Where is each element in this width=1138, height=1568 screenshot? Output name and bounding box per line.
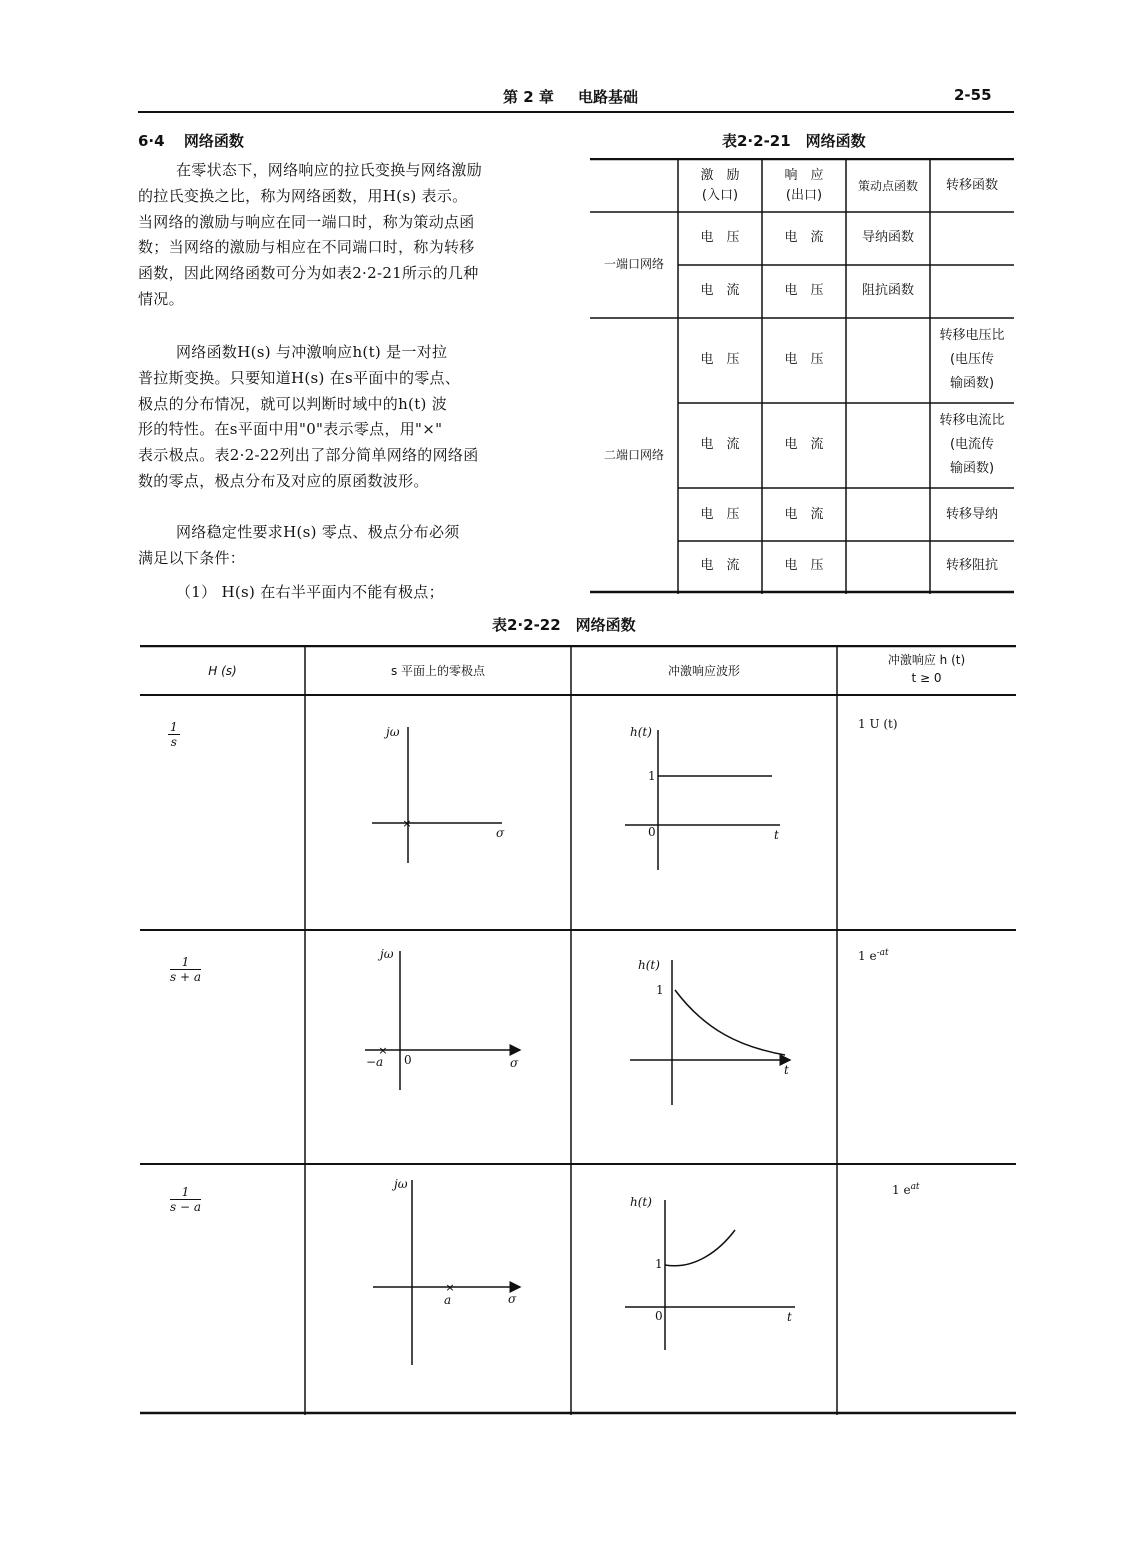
text-line: 网络函数H(s) 与冲激响应h(t) 是一对拉	[176, 343, 448, 361]
one-label: 1	[648, 769, 656, 783]
h-s-fraction	[168, 720, 180, 749]
pos-a-label: a	[444, 1293, 452, 1307]
text-line: 的拉氏变换之比，称为网络函数，用H(s) 表示。	[138, 186, 468, 205]
text-line: 数；当网络的激励与相应在不同端口时，称为转移	[138, 238, 475, 257]
cell-transfer: 转移阻抗	[945, 558, 998, 573]
cell-excitation: 电 流	[700, 437, 740, 452]
header-zeros-poles: s 平面上的零极点	[390, 664, 486, 678]
header-rule	[138, 111, 1014, 113]
cell-response: 电 压	[784, 283, 824, 298]
cell-driving-point: 导纳函数	[861, 230, 914, 245]
cell-response: 电 流	[784, 230, 824, 245]
cell-excitation: 电 流	[700, 283, 740, 298]
group-two-port: 二端口网络	[603, 448, 664, 462]
fraction-denominator: s	[170, 735, 177, 749]
text-line: 当网络的激励与响应在同一端口时，称为策动点函	[138, 212, 475, 231]
transfer-line: 转移电流比	[939, 413, 1005, 428]
text-line: 满足以下条件：	[138, 548, 246, 567]
paragraph-1	[138, 158, 566, 313]
impulse-response: 1 U (t)	[858, 717, 898, 731]
pz-plot-2	[365, 951, 520, 1090]
t-label: t	[784, 1063, 789, 1077]
section-title: 网络函数	[183, 132, 244, 150]
zero-label: 0	[404, 1053, 412, 1067]
header-line: t ≥ 0	[911, 671, 942, 685]
cell-transfer: 转移导纳	[945, 507, 998, 522]
transfer-line: 转移电压比	[939, 328, 1005, 343]
cell-excitation: 电 压	[700, 352, 740, 367]
ht-label: h(t)	[630, 1195, 652, 1209]
text-line: 数的零点，极点分布及对应的原函数波形。	[138, 471, 429, 490]
impulse-exponent: at	[910, 1182, 920, 1192]
table22-caption: 表2·2-22 网络函数	[492, 616, 636, 634]
header-excitation	[678, 166, 762, 206]
header-line: (入口)	[701, 188, 739, 203]
decay-curve	[675, 990, 785, 1055]
header-impulse	[837, 651, 1016, 687]
header-waveform: 冲激响应波形	[667, 664, 740, 678]
cell-response: 电 压	[784, 352, 824, 367]
jw-label: jω	[394, 1177, 408, 1191]
table21	[590, 158, 1014, 594]
fraction-numerator: 1	[170, 1185, 201, 1200]
chapter-label: 第 2 章	[503, 88, 554, 106]
cell-response: 电 流	[784, 507, 824, 522]
cell-excitation: 电 流	[700, 558, 740, 573]
header-line: 响 应	[784, 168, 824, 183]
fraction-denominator: s − a	[170, 1200, 201, 1214]
page-number: 2-55	[954, 86, 992, 104]
fraction-numerator: 1	[170, 955, 201, 970]
transfer-line: 输函数)	[949, 461, 995, 476]
impulse-base: 1 e	[858, 949, 877, 963]
transfer-line: (电压传	[949, 352, 995, 367]
cell-driving-point: 阻抗函数	[861, 283, 914, 298]
growth-curve	[665, 1230, 735, 1266]
sigma-label: σ	[510, 1056, 519, 1070]
section-heading	[138, 130, 244, 151]
cell-excitation: 电 压	[700, 507, 740, 522]
neg-a-label: −a	[366, 1055, 384, 1069]
impulse-exponent: -at	[876, 948, 889, 958]
sigma-label: σ	[508, 1292, 517, 1306]
ht-label: h(t)	[638, 958, 660, 972]
fraction-denominator: s + a	[170, 970, 201, 984]
one-label: 1	[655, 1257, 663, 1271]
text-line: 在零状态下，网络响应的拉氏变换与网络激励	[176, 161, 483, 179]
impulse-response	[858, 948, 889, 963]
jw-label: jω	[380, 947, 394, 961]
h-s-fraction	[170, 1185, 201, 1214]
zero-label: 0	[655, 1309, 663, 1323]
pole-marker: ×	[378, 1044, 388, 1057]
cell-transfer	[930, 324, 1014, 396]
table22-grid	[140, 645, 1016, 1415]
header-line: 激 励	[700, 168, 740, 183]
t-label: t	[774, 828, 779, 842]
transfer-line: 输函数)	[949, 376, 995, 391]
group-one-port: 一端口网络	[603, 257, 664, 271]
paragraph-4: （1） H(s) 在右半平面内不能有极点；	[176, 583, 444, 601]
ht-label: h(t)	[630, 725, 652, 739]
h-s-fraction	[170, 955, 201, 984]
header-transfer: 转移函数	[945, 178, 998, 193]
table22	[140, 645, 1016, 1415]
pz-plot-3	[373, 1180, 520, 1365]
waveform-plot-2	[630, 960, 790, 1105]
text-line: 形的特性。在s平面中用"0"表示零点，用"×"	[138, 420, 443, 439]
chapter-title: 电路基础	[578, 88, 639, 106]
cell-transfer	[930, 409, 1014, 481]
cell-response: 电 压	[784, 558, 824, 573]
text-line: 表示极点。表2·2-22列出了部分简单网络的网络函	[138, 446, 479, 465]
header-response	[762, 166, 846, 206]
text-line: 极点的分布情况，就可以判断时域中的h(t) 波	[138, 394, 448, 413]
one-label: 1	[656, 983, 664, 997]
impulse-base: 1 e	[892, 1183, 911, 1197]
header-driving-point: 策动点函数	[857, 179, 918, 193]
t-label: t	[787, 1310, 792, 1324]
pole-marker: ×	[402, 817, 412, 830]
waveform-plot-1	[625, 730, 780, 870]
section-number: 6·4	[138, 132, 165, 150]
transfer-line: (电流传	[949, 437, 995, 452]
pole-marker: ×	[445, 1281, 455, 1294]
header-line: 冲激响应 h (t)	[887, 653, 966, 667]
waveform-plot-3	[625, 1200, 795, 1350]
cell-excitation: 电 压	[700, 230, 740, 245]
table21-caption: 表2·2-21 网络函数	[722, 132, 866, 150]
text-line: 网络稳定性要求H(s) 零点、极点分布必须	[176, 523, 460, 541]
cell-response: 电 流	[784, 437, 824, 452]
impulse-response	[892, 1182, 920, 1197]
header-h-s: H (s)	[208, 664, 237, 678]
paragraph-3	[138, 520, 566, 572]
text-line: 普拉斯变换。只要知道H(s) 在s平面中的零点、	[138, 368, 461, 387]
sigma-label: σ	[496, 826, 505, 840]
text-line: 情况。	[138, 289, 184, 308]
text-line: 函数，因此网络函数可分为如表2·2-21所示的几种	[138, 264, 479, 283]
paragraph-2	[138, 340, 566, 495]
fraction-numerator: 1	[170, 720, 178, 734]
jw-label: jω	[386, 725, 400, 739]
pz-plot-1	[372, 727, 505, 863]
header-line: (出口)	[785, 188, 823, 203]
zero-label: 0	[648, 825, 656, 839]
